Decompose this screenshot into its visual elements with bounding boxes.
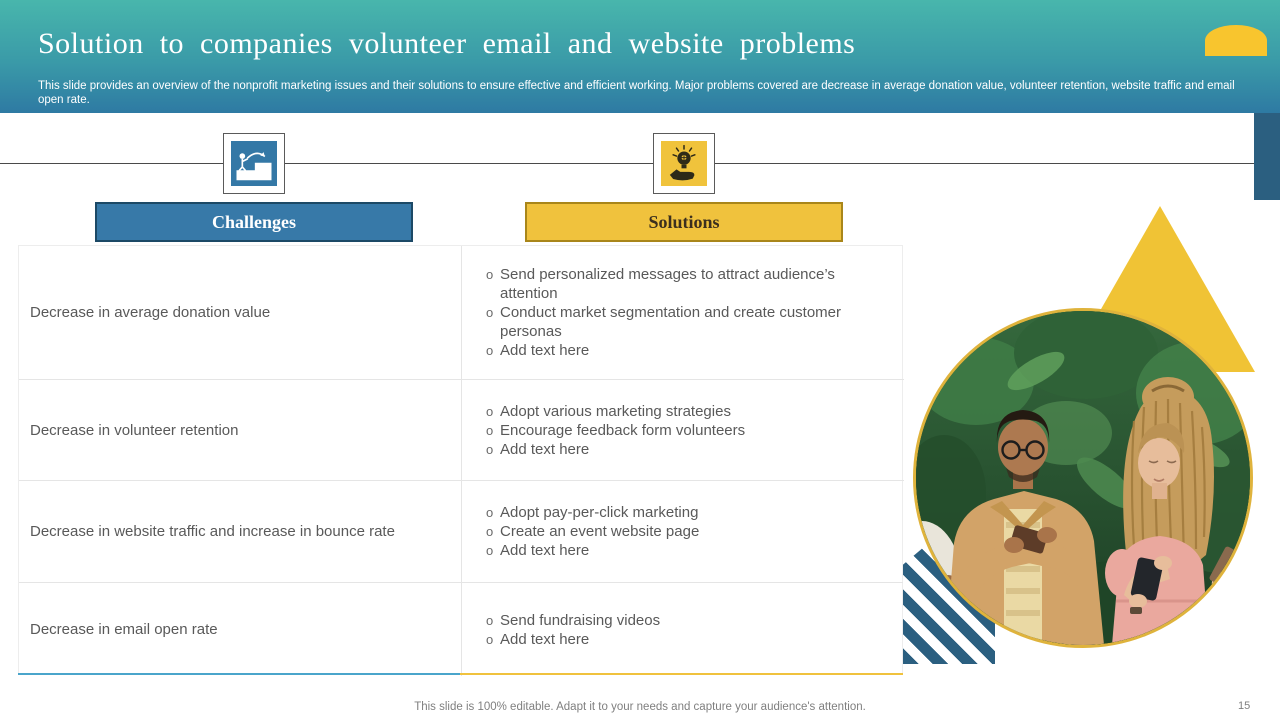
challenges-header: Challenges bbox=[95, 202, 413, 242]
climb-stairs-flag-svg bbox=[234, 145, 274, 183]
solution-item bbox=[476, 541, 904, 560]
hand-lightbulb-icon bbox=[661, 141, 707, 186]
people-on-phones-photo bbox=[916, 311, 1250, 645]
bullet-marker: o bbox=[486, 441, 494, 457]
solutions-cell-3 bbox=[461, 481, 904, 583]
bullet-marker: o bbox=[486, 305, 494, 320]
challenge-cell-4: Decrease in email open rate bbox=[30, 621, 218, 638]
solutions-icon-box bbox=[653, 133, 715, 194]
solution-text: Adopt various marketing strategies bbox=[500, 402, 731, 420]
solution-text: Adopt pay-per-click marketing bbox=[500, 504, 699, 521]
solution-text: Send personalized messages to attract audience’s attention bbox=[500, 266, 835, 302]
footer-note: This slide is 100% editable. Adapt it to your needs and capture your audience's attention. bbox=[414, 701, 866, 713]
solution-text: Create an event website page bbox=[500, 523, 700, 540]
solution-text: Conduct market segmentation and create customer personas bbox=[500, 304, 842, 340]
solutions-cell-2 bbox=[461, 380, 904, 481]
solution-item bbox=[476, 522, 904, 541]
challenges-solutions-table bbox=[18, 245, 903, 675]
solution-item bbox=[476, 265, 904, 303]
table-underline-yellow bbox=[460, 673, 903, 675]
divider-line bbox=[0, 163, 1254, 164]
page-number: 15 bbox=[1238, 700, 1251, 712]
challenge-cell-1: Decrease in average donation value bbox=[19, 246, 461, 380]
solution-item bbox=[476, 402, 904, 421]
solution-text: Add text here bbox=[500, 440, 590, 458]
bullet-marker: o bbox=[486, 543, 494, 558]
challenge-cell-2: Decrease in volunteer retention bbox=[19, 380, 461, 481]
solution-item bbox=[476, 421, 904, 440]
solution-text: Encourage feedback form volunteers bbox=[500, 421, 746, 439]
bullet-marker: o bbox=[486, 505, 494, 520]
solution-item bbox=[476, 503, 904, 522]
solution-text: Send fundraising videos bbox=[500, 611, 661, 629]
photo-circle bbox=[913, 308, 1253, 648]
solution-item bbox=[476, 440, 904, 459]
header-banner bbox=[0, 0, 1280, 113]
solution-text: Add text here bbox=[500, 342, 590, 359]
bullet-marker: o bbox=[486, 267, 494, 282]
challenges-icon-box bbox=[223, 133, 285, 194]
table-underline-blue bbox=[18, 673, 460, 675]
bullet-marker: o bbox=[486, 403, 494, 419]
challenge-cell-3: Decrease in website traffic and increase in bounce rate bbox=[19, 481, 461, 583]
bullet-marker: o bbox=[486, 524, 494, 539]
solutions-cell-4 bbox=[461, 583, 904, 676]
solution-text: Add text here bbox=[500, 630, 590, 648]
solution-item bbox=[476, 611, 904, 630]
slide-subtitle: This slide provides an overview of the nonprofit marketing issues and their solutions to ensure effective and efficient working. Major problems covered are decrease in average donation value, volunteer retention, website traffic and email open rate. bbox=[38, 80, 1235, 106]
climb-stairs-flag-icon bbox=[231, 141, 277, 186]
solution-item bbox=[476, 630, 904, 649]
solution-item bbox=[476, 303, 904, 341]
half-circle-decor bbox=[1205, 25, 1267, 56]
solutions-header: Solutions bbox=[525, 202, 843, 242]
solution-text: Add text here bbox=[500, 542, 590, 559]
solution-item bbox=[476, 341, 904, 360]
hand-lightbulb-svg bbox=[664, 144, 704, 184]
bullet-marker: o bbox=[486, 422, 494, 438]
bullet-marker: o bbox=[486, 612, 494, 628]
solutions-cell-1 bbox=[461, 246, 904, 380]
page-title: Solution to companies volunteer email and website problems bbox=[38, 27, 856, 60]
bullet-marker: o bbox=[486, 343, 494, 358]
bullet-marker: o bbox=[486, 631, 494, 647]
